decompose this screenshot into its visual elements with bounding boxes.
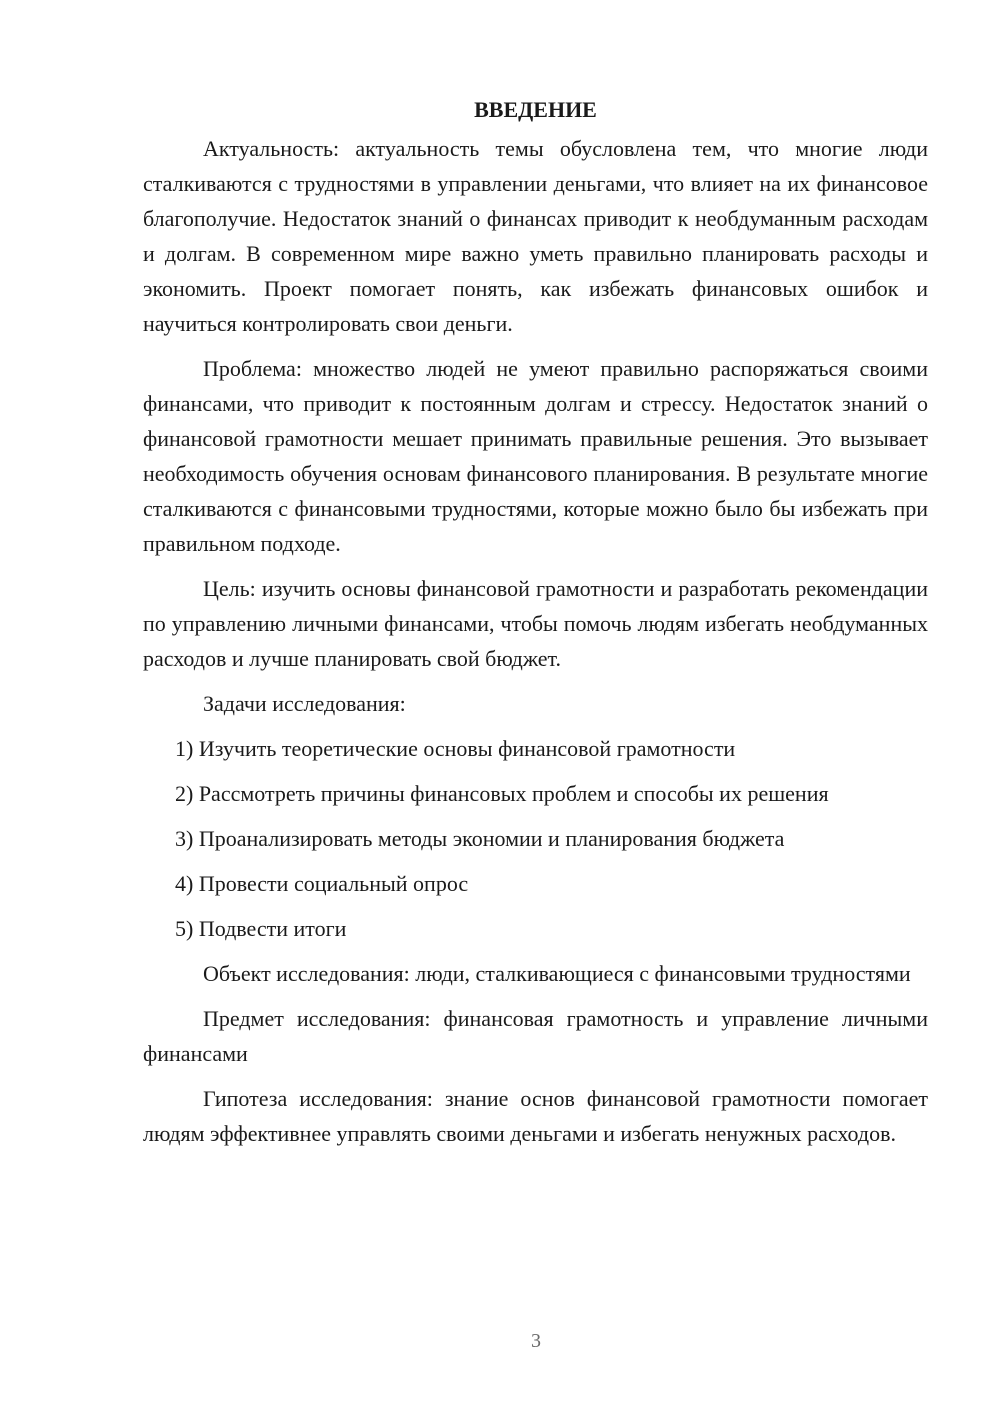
task-item-2: 2) Рассмотреть причины финансовых проблем и способы их решения (175, 781, 829, 806)
paragraph-problem: Проблема: множество людей не умеют правильно распоряжаться своими финансами, что приводит к постоянным долгам и стрессу. Недостаток знаний о финансовой грамотности мешает принимать правильные решения. Это вызывает необходимость обучения основам финансового планирования. В результате многие сталкиваются с финансовыми трудностями, которые можно было бы избежать при правильном подходе. (143, 356, 928, 556)
page-content (143, 92, 928, 1161)
page-number: 3 (531, 1330, 541, 1352)
tasks-list (143, 731, 928, 946)
task-item-4: 4) Провести социальный опрос (175, 871, 469, 896)
paragraph-subject: Предмет исследования: финансовая грамотность и управление личными финансами (143, 1006, 928, 1066)
paragraph-object: Объект исследования: люди, сталкивающиеся с финансовыми трудностями (203, 961, 911, 986)
paragraph-goal: Цель: изучить основы финансовой грамотности и разработать рекомендации по управлению личными финансами, чтобы помочь людям избегать необдуманных расходов и лучше планировать свой бюджет. (143, 576, 928, 671)
task-item-5: 5) Подвести итоги (175, 916, 347, 941)
paragraph-hypothesis: Гипотеза исследования: знание основ финансовой грамотности помогает людям эффективнее управлять своими деньгами и избегать ненужных расходов. (143, 1086, 928, 1146)
tasks-heading: Задачи исследования: (203, 691, 406, 716)
paragraph-relevance: Актуальность: актуальность темы обусловлена тем, что многие люди сталкиваются с трудностями в управлении деньгами, что влияет на их финансовое благополучие. Недостаток знаний о финансах приводит к необдуманным расходам и долгам. В современном мире важно уметь правильно планировать расходы и экономить. Проект помогает понять, как избежать финансовых ошибок и научиться контролировать свои деньги. (143, 136, 928, 336)
task-item-3: 3) Проанализировать методы экономии и планирования бюджета (175, 826, 785, 851)
section-title: ВВЕДЕНИЕ (474, 97, 597, 122)
task-item-1: 1) Изучить теоретические основы финансовой грамотности (175, 736, 736, 761)
